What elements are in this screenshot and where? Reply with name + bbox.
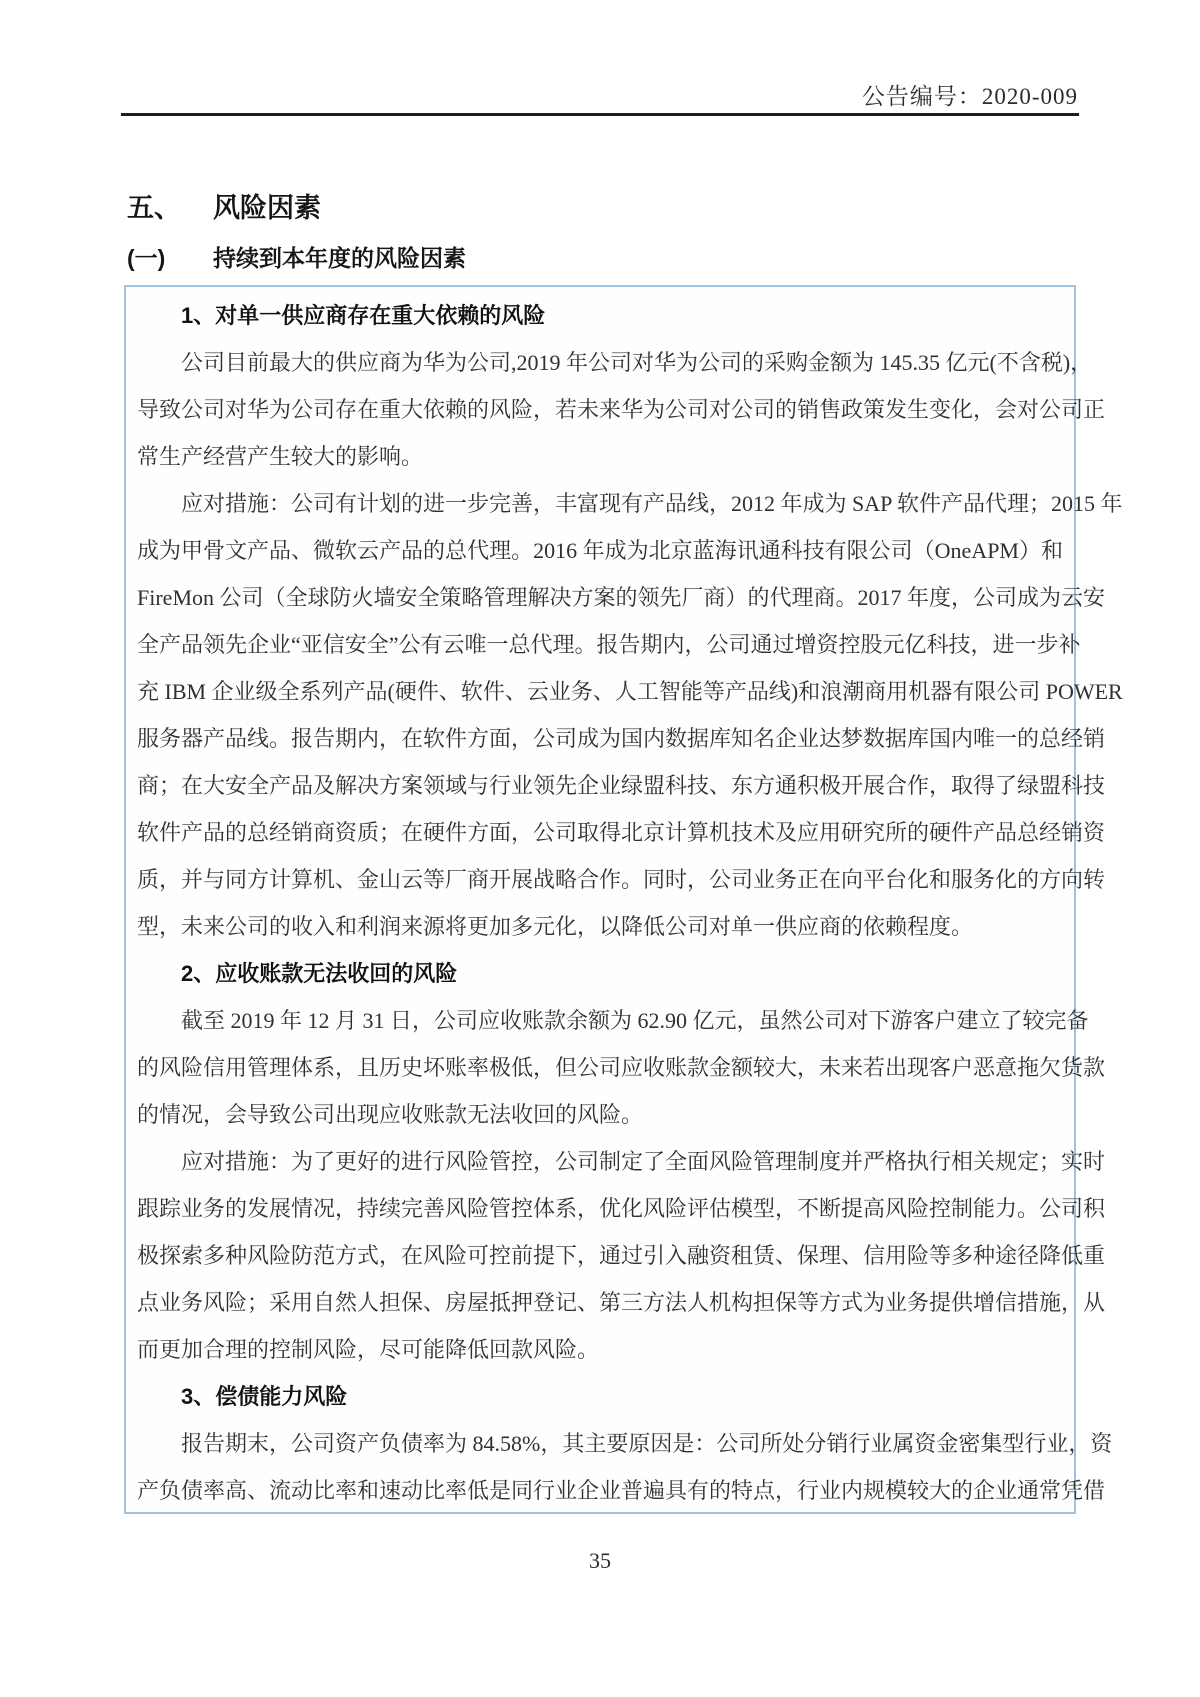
paragraph-line: 报告期末，公司资产负债率为 84.58%，其主要原因是：公司所处分销行业属资金密集型行业，资 — [181, 1431, 1113, 1456]
header-rule — [121, 113, 1079, 116]
paragraph-line: 质，并与同方计算机、金山云等厂商开展战略合作。同时，公司业务正在向平台化和服务化的方向转 — [137, 867, 1106, 892]
paragraph-line: 导致公司对华为公司存在重大依赖的风险，若未来华为公司对公司的销售政策发生变化，会对公司正 — [137, 397, 1106, 422]
risk-item-heading: 1、对单一供应商存在重大依赖的风险 — [181, 303, 546, 328]
paragraph-line: 的情况，会导致公司出现应收账款无法收回的风险。 — [137, 1102, 644, 1127]
page-number: 35 — [589, 1548, 611, 1573]
paragraph-line: 公司目前最大的供应商为华为公司,2019 年公司对华为公司的采购金额为 145.35 亿元(不含税)， — [181, 350, 1093, 375]
risk-item-heading: 3、偿债能力风险 — [181, 1384, 348, 1409]
paragraph-line: 而更加合理的控制风险，尽可能降低回款风险。 — [137, 1337, 600, 1362]
subsection-heading — [123, 240, 1078, 273]
paragraph-line: 的风险信用管理体系，且历史坏账率极低，但公司应收账款金额较大，未来若出现客户恶意拖欠货款 — [137, 1055, 1106, 1080]
paragraph-line: 应对措施：公司有计划的进一步完善，丰富现有产品线，2012 年成为 SAP 软件产品代理；2015 年 — [181, 491, 1123, 516]
risk-box — [124, 285, 1123, 1514]
subsection-title: 持续到本年度的风险因素 — [213, 245, 466, 271]
paragraph-line: 点业务风险；采用自然人担保、房屋抵押登记、第三方法人机构担保等方式为业务提供增信措施，从 — [137, 1290, 1106, 1315]
paragraph-line: 充 IBM 企业级全系列产品(硬件、软件、云业务、人工智能等产品线)和浪潮商用机器有限公司 POWER — [137, 679, 1123, 704]
paragraph-line: 软件产品的总经销商资质；在硬件方面，公司取得北京计算机技术及应用研究所的硬件产品总经销资 — [137, 820, 1106, 845]
paragraph-line: 截至 2019 年 12 月 31 日，公司应收账款余额为 62.90 亿元，虽然公司对下游客户建立了较完备 — [181, 1008, 1089, 1033]
risk-item-heading: 2、应收账款无法收回的风险 — [181, 961, 458, 986]
paragraph-line: 产负债率高、流动比率和速动比率低是同行业企业普遍具有的特点，行业内规模较大的企业通常凭借 — [137, 1478, 1106, 1503]
paragraph-line: FireMon 公司（全球防火墙安全策略管理解决方案的领先厂商）的代理商。2017 年度，公司成为云安 — [137, 585, 1106, 610]
subsection-number: (一) — [127, 245, 166, 271]
paragraph-line: 常生产经营产生较大的影响。 — [137, 444, 424, 469]
paragraph-line: 全产品领先企业“亚信安全”公有云唯一总代理。报告期内，公司通过增资控股元亿科技，进一步补 — [137, 632, 1081, 657]
section-number: 五、 — [127, 193, 181, 223]
section-heading — [123, 186, 1078, 225]
paragraph-line: 极探索多种风险防范方式，在风险可控前提下，通过引入融资租赁、保理、信用险等多种途径降低重 — [137, 1243, 1106, 1268]
doc-number: 公告编号：2020-009 — [861, 84, 1078, 109]
paragraph-line: 应对措施：为了更好的进行风险管控，公司制定了全面风险管理制度并严格执行相关规定；实时 — [181, 1149, 1106, 1174]
paragraph-line: 商；在大安全产品及解决方案领域与行业领先企业绿盟科技、东方通积极开展合作，取得了绿盟科技 — [137, 773, 1106, 798]
paragraph-line: 成为甲骨文产品、微软云产品的总代理。2016 年成为北京蓝海讯通科技有限公司（OneAPM）和 — [137, 538, 1063, 563]
section-title: 风险因素 — [213, 193, 321, 223]
paragraph-line: 跟踪业务的发展情况，持续完善风险管控体系，优化风险评估模型，不断提高风险控制能力。公司积 — [137, 1196, 1106, 1221]
paragraph-line: 型，未来公司的收入和利润来源将更加多元化，以降低公司对单一供应商的依赖程度。 — [137, 914, 974, 939]
paragraph-line: 服务器产品线。报告期内，在软件方面，公司成为国内数据库知名企业达梦数据库国内唯一的总经销 — [137, 726, 1106, 751]
